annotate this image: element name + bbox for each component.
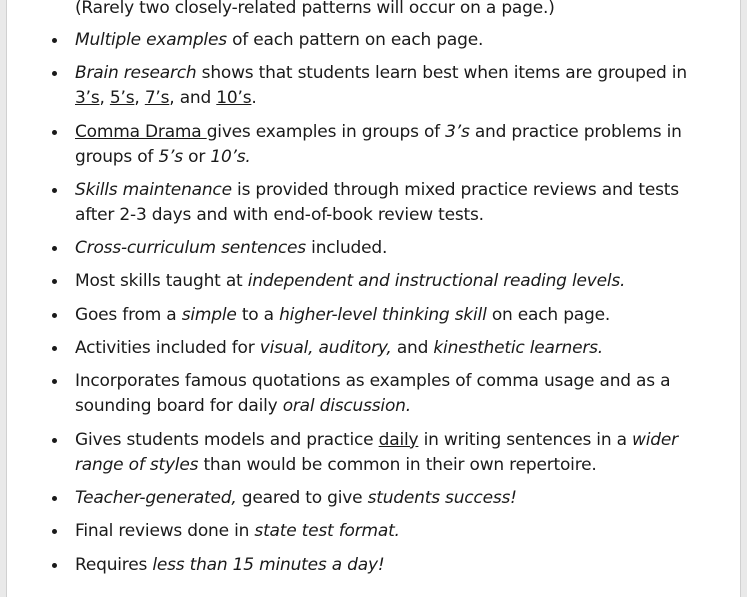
list-item — [7, 303, 707, 328]
list-item-text: or — [182, 146, 211, 167]
list-item-text: than would be common in their own repertoire. — [198, 454, 597, 475]
list-item-text: , — [134, 88, 145, 109]
list-item-text: Goes from a — [75, 304, 182, 325]
list-item — [7, 336, 707, 361]
intro-line: (Rarely two closely-related patterns will occur on a page.) — [75, 0, 555, 18]
bullet-icon — [52, 246, 57, 251]
list-item-text: , — [99, 88, 110, 109]
list-item-text: Brain research — [75, 63, 197, 84]
bullet-icon — [52, 529, 57, 534]
list-item-text: to a — [236, 304, 280, 325]
list-item-text: state test format. — [254, 521, 400, 542]
list-item-text: Comma Drama — [75, 121, 207, 142]
bullet-icon — [52, 379, 57, 384]
bullet-icon — [52, 496, 57, 501]
list-item-text: and practice problems in groups of — [75, 121, 682, 167]
list-item-text: Skills maintenance — [75, 179, 232, 200]
list-item-text: 7’s — [144, 88, 170, 109]
list-item-text: less than 15 minutes a day! — [152, 554, 385, 575]
list-item-text: wider range of styles — [75, 429, 678, 475]
list-item-text: gives examples in groups of — [206, 121, 446, 142]
list-item-text: kinesthetic learners. — [433, 338, 603, 359]
list-item-text: Requires — [75, 554, 153, 575]
list-item-text: 5’s — [109, 88, 135, 109]
list-item-text: . — [251, 88, 257, 109]
list-item-text: , and — [169, 88, 217, 109]
bullet-icon — [52, 313, 57, 318]
list-item-text: Multiple examples — [75, 30, 227, 50]
list-item-text: Gives students models and practice — [75, 429, 379, 450]
list-item-text: independent and instructional reading levels. — [247, 271, 626, 292]
list-item-text: visual, auditory, — [259, 338, 392, 359]
bullet-icon — [52, 346, 57, 351]
list-item — [7, 486, 707, 511]
list-item-text: oral discussion. — [282, 396, 411, 417]
list-item — [7, 369, 707, 419]
list-item-text: Cross-curriculum sentences — [75, 238, 306, 259]
list-item-text: Final reviews done in — [75, 521, 255, 542]
list-item — [7, 120, 707, 170]
bullet-icon — [52, 563, 57, 568]
list-item-text: geared to give — [236, 487, 368, 508]
list-item-text: 10’s. — [210, 146, 251, 167]
list-item-text: students success! — [367, 487, 517, 508]
list-item-text: higher-level thinking skill — [279, 304, 487, 325]
list-item-text: is provided through mixed practice reviews and tests after 2-3 days and with end-of-book review tests. — [75, 179, 679, 225]
list-item-text: Most skills taught at — [75, 271, 248, 292]
list-item — [7, 236, 707, 261]
list-item — [7, 269, 707, 294]
list-item-text: shows that students learn best when items are grouped in — [196, 63, 687, 84]
list-item-text: Incorporates famous quotations as examples of comma usage and as a sounding board for daily — [75, 371, 671, 417]
list-item-text: 3’s — [445, 121, 470, 142]
list-item-text: in writing sentences in a — [418, 429, 633, 450]
list-item-text: daily — [378, 429, 419, 450]
bullet-icon — [52, 188, 57, 193]
list-item-text: included. — [305, 238, 388, 259]
list-item-text: 3’s — [75, 88, 100, 109]
list-item — [7, 428, 707, 478]
bullet-icon — [52, 130, 57, 135]
list-item-text: of each pattern on each page. — [226, 30, 484, 50]
bullet-icon — [52, 71, 57, 76]
bullet-icon — [52, 438, 57, 443]
list-item-text: and — [391, 338, 434, 359]
list-item-text: Activities included for — [75, 338, 260, 359]
list-item — [7, 61, 707, 111]
list-item-text: 10’s — [216, 88, 252, 109]
document-page — [6, 0, 741, 597]
list-item-text: Teacher-generated, — [75, 487, 237, 508]
bullet-icon — [52, 38, 57, 43]
list-item-text: simple — [181, 304, 237, 325]
list-item-text: 5’s — [158, 146, 183, 167]
list-item-text: on each page. — [486, 304, 611, 325]
list-item — [7, 553, 707, 578]
list-item — [7, 28, 707, 53]
list-item — [7, 519, 707, 544]
feature-list — [7, 28, 707, 586]
bullet-icon — [52, 279, 57, 284]
list-item — [7, 178, 707, 228]
